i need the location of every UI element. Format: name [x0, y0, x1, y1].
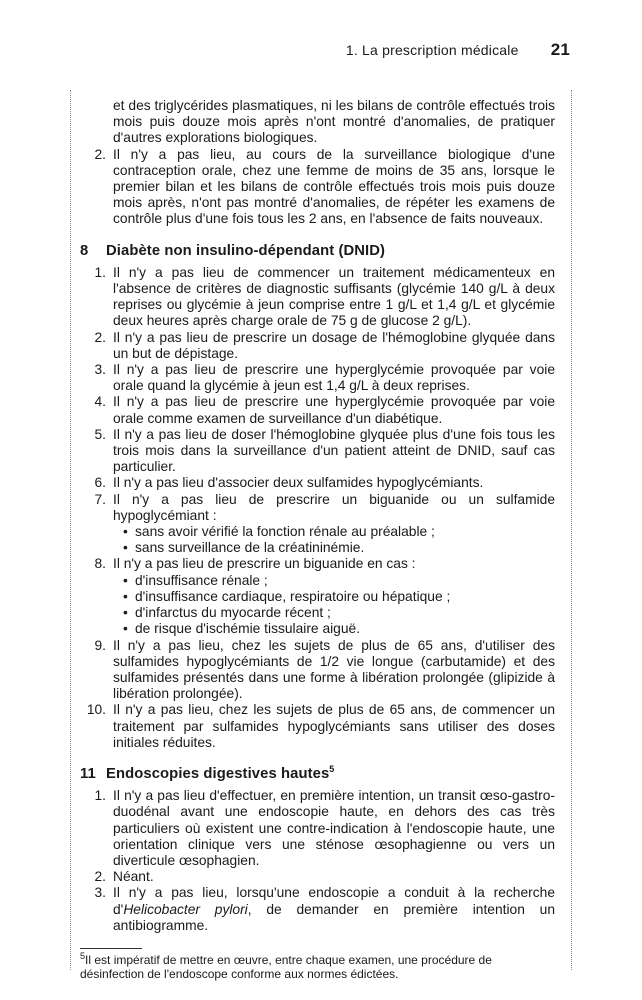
section-heading-8	[80, 243, 555, 259]
section-number: 8	[80, 242, 89, 259]
item-number: 3.	[94, 885, 106, 901]
list-item	[80, 885, 555, 934]
item-text: Il n'y a pas lieu d'associer deux sulfamides hypoglycémiants.	[113, 475, 484, 491]
item-text: Il n'y a pas lieu, au cours de la surveillance biologique d'une contraception orale, chez une femme de moins de 35 ans, lorsque le premier bilan et les bilans de contrôle effectués trois mois puis douze mois après, n'ont pas montré d'anomalies, de répéter les examens de contrôle plus d'une fois tous les 2 ans, en l'absence de faits nouveaux.	[113, 146, 555, 227]
item-number: 4.	[94, 394, 106, 410]
item-text: , de demander en première intention un antibiogramme.	[113, 901, 555, 933]
continuation-paragraph: et des triglycérides plasmatiques, ni les bilans de contrôle effectués trois mois puis douze mois après n'ont montré d'anomalies, de pratiquer d'autres explorations biologiques.	[113, 98, 555, 146]
bullet-item: • d'infarctus du myocarde récent ;	[123, 605, 555, 621]
footnote	[80, 950, 555, 982]
running-header	[0, 40, 570, 60]
item-number: 2.	[94, 146, 106, 162]
item-number: 10.	[86, 702, 106, 718]
item-text: Il n'y a pas lieu de prescrire un biguanide ou un sulfamide hypoglycémiant :	[113, 491, 555, 523]
item-number: 6.	[94, 475, 106, 491]
item-number: 1.	[94, 788, 106, 804]
item-number: 5.	[94, 426, 106, 442]
list-item	[80, 394, 555, 426]
item-text: Néant.	[113, 869, 154, 885]
list-item	[80, 556, 555, 637]
list-item	[80, 330, 555, 362]
page-number: 21	[550, 40, 570, 59]
item-number: 8.	[94, 556, 106, 572]
item-text: Il n'y a pas lieu, chez les sujets de plus de 65 ans, d'utiliser des sulfamides hypoglycémiants de 1/2 vie longue (carbutamide) et des sulfamides présentés dans une forme à libération prolongée (glipizide à libération prolongée).	[113, 637, 555, 702]
bullet-item: • d'insuffisance rénale ;	[123, 573, 555, 589]
bullet-list	[113, 573, 555, 638]
list-item	[80, 427, 555, 476]
section-title: Endoscopies digestives hautes	[106, 765, 330, 782]
footnote-divider	[80, 948, 142, 949]
item-number: 1.	[94, 264, 106, 280]
footnote-mark: 5	[80, 950, 86, 961]
list-item	[80, 869, 555, 885]
list-item	[80, 702, 555, 751]
bullet-item: • d'insuffisance cardiaque, respiratoire ou hépatique ;	[123, 589, 555, 605]
item-number: 3.	[94, 362, 106, 378]
item-number: 9.	[94, 637, 106, 653]
list-item	[80, 788, 555, 869]
section-heading-11	[80, 766, 555, 782]
italic-term: Helicobacter pylori	[123, 901, 248, 917]
item-text: Il n'y a pas lieu, lorsqu'une endoscopie a conduit à la recherche d'	[113, 885, 555, 917]
section-title: Diabète non insulino-dépendant (DNID)	[106, 242, 386, 259]
list-item	[80, 265, 555, 330]
item-number: 2.	[94, 869, 106, 885]
footnote-text: Il est impératif de mettre en œuvre, entre chaque examen, une procédure de désinfection de l'endoscope conforme aux normes édictées.	[80, 952, 492, 982]
footnote-reference: 5	[329, 764, 335, 774]
list-item	[80, 492, 555, 557]
page-body	[80, 98, 555, 982]
item-text: Il n'y a pas lieu de prescrire une hyperglycémie provoquée par voie orale comme examen de surveillance d'un diabétique.	[113, 394, 555, 426]
list-item	[80, 475, 555, 491]
list-item	[80, 638, 555, 703]
section-number: 11	[80, 765, 96, 782]
item-text: Il n'y a pas lieu de prescrire un dosage de l'hémoglobine glyquée dans un but de dépistage.	[113, 329, 555, 361]
item-text: Il n'y a pas lieu de commencer un traitement médicamenteux en l'absence de critères de diagnostic suffisants (glycémie 140 g/L à deux reprises ou glycémie à jeun comprise entre 1 g/L et 1,4 g/L et glycémie deux heures après charge orale de 75 g de glucose 2 g/L).	[113, 264, 555, 329]
item-number: 7.	[94, 491, 106, 507]
running-title: 1. La prescription médicale	[345, 42, 519, 58]
bullet-item: • sans surveillance de la créatininémie.	[123, 540, 555, 556]
intro-list	[80, 147, 555, 228]
item-text: Il n'y a pas lieu de prescrire une hyperglycémie provoquée par voie orale quand la glycémie à jeun est 1,4 g/L à deux reprises.	[113, 362, 555, 394]
left-dotted-margin	[70, 90, 71, 970]
item-text: Il n'y a pas lieu de doser l'hémoglobine glyquée plus d'une fois tous les trois mois dans la surveillance d'un patient atteint de DNID, sauf cas particulier.	[113, 426, 555, 475]
section-8-list	[80, 265, 555, 751]
item-text: Il n'y a pas lieu de prescrire un biguanide en cas :	[113, 556, 416, 572]
list-item	[80, 362, 555, 394]
bullet-list	[113, 524, 555, 556]
list-item	[80, 147, 555, 228]
bullet-item: • de risque d'ischémie tissulaire aiguë.	[123, 621, 555, 637]
bullet-item: • sans avoir vérifié la fonction rénale au préalable ;	[123, 524, 555, 540]
item-text: Il n'y a pas lieu d'effectuer, en première intention, un transit œso-gastro-duodénal avant une endoscopie haute, en dehors des cas très particuliers où existent une contre-indication à l'endoscopie haute, une orientation clinique vers une sténose œsophagienne ou vers un diverticule œsophagien.	[113, 788, 555, 868]
section-11-list	[80, 788, 555, 934]
item-number: 2.	[94, 329, 106, 345]
item-text: Il n'y a pas lieu, chez les sujets de plus de 65 ans, de commencer un traitement par sulfamides hypoglycémiants sans utiliser des doses initiales réduites.	[113, 702, 555, 750]
right-dotted-margin	[571, 90, 572, 970]
